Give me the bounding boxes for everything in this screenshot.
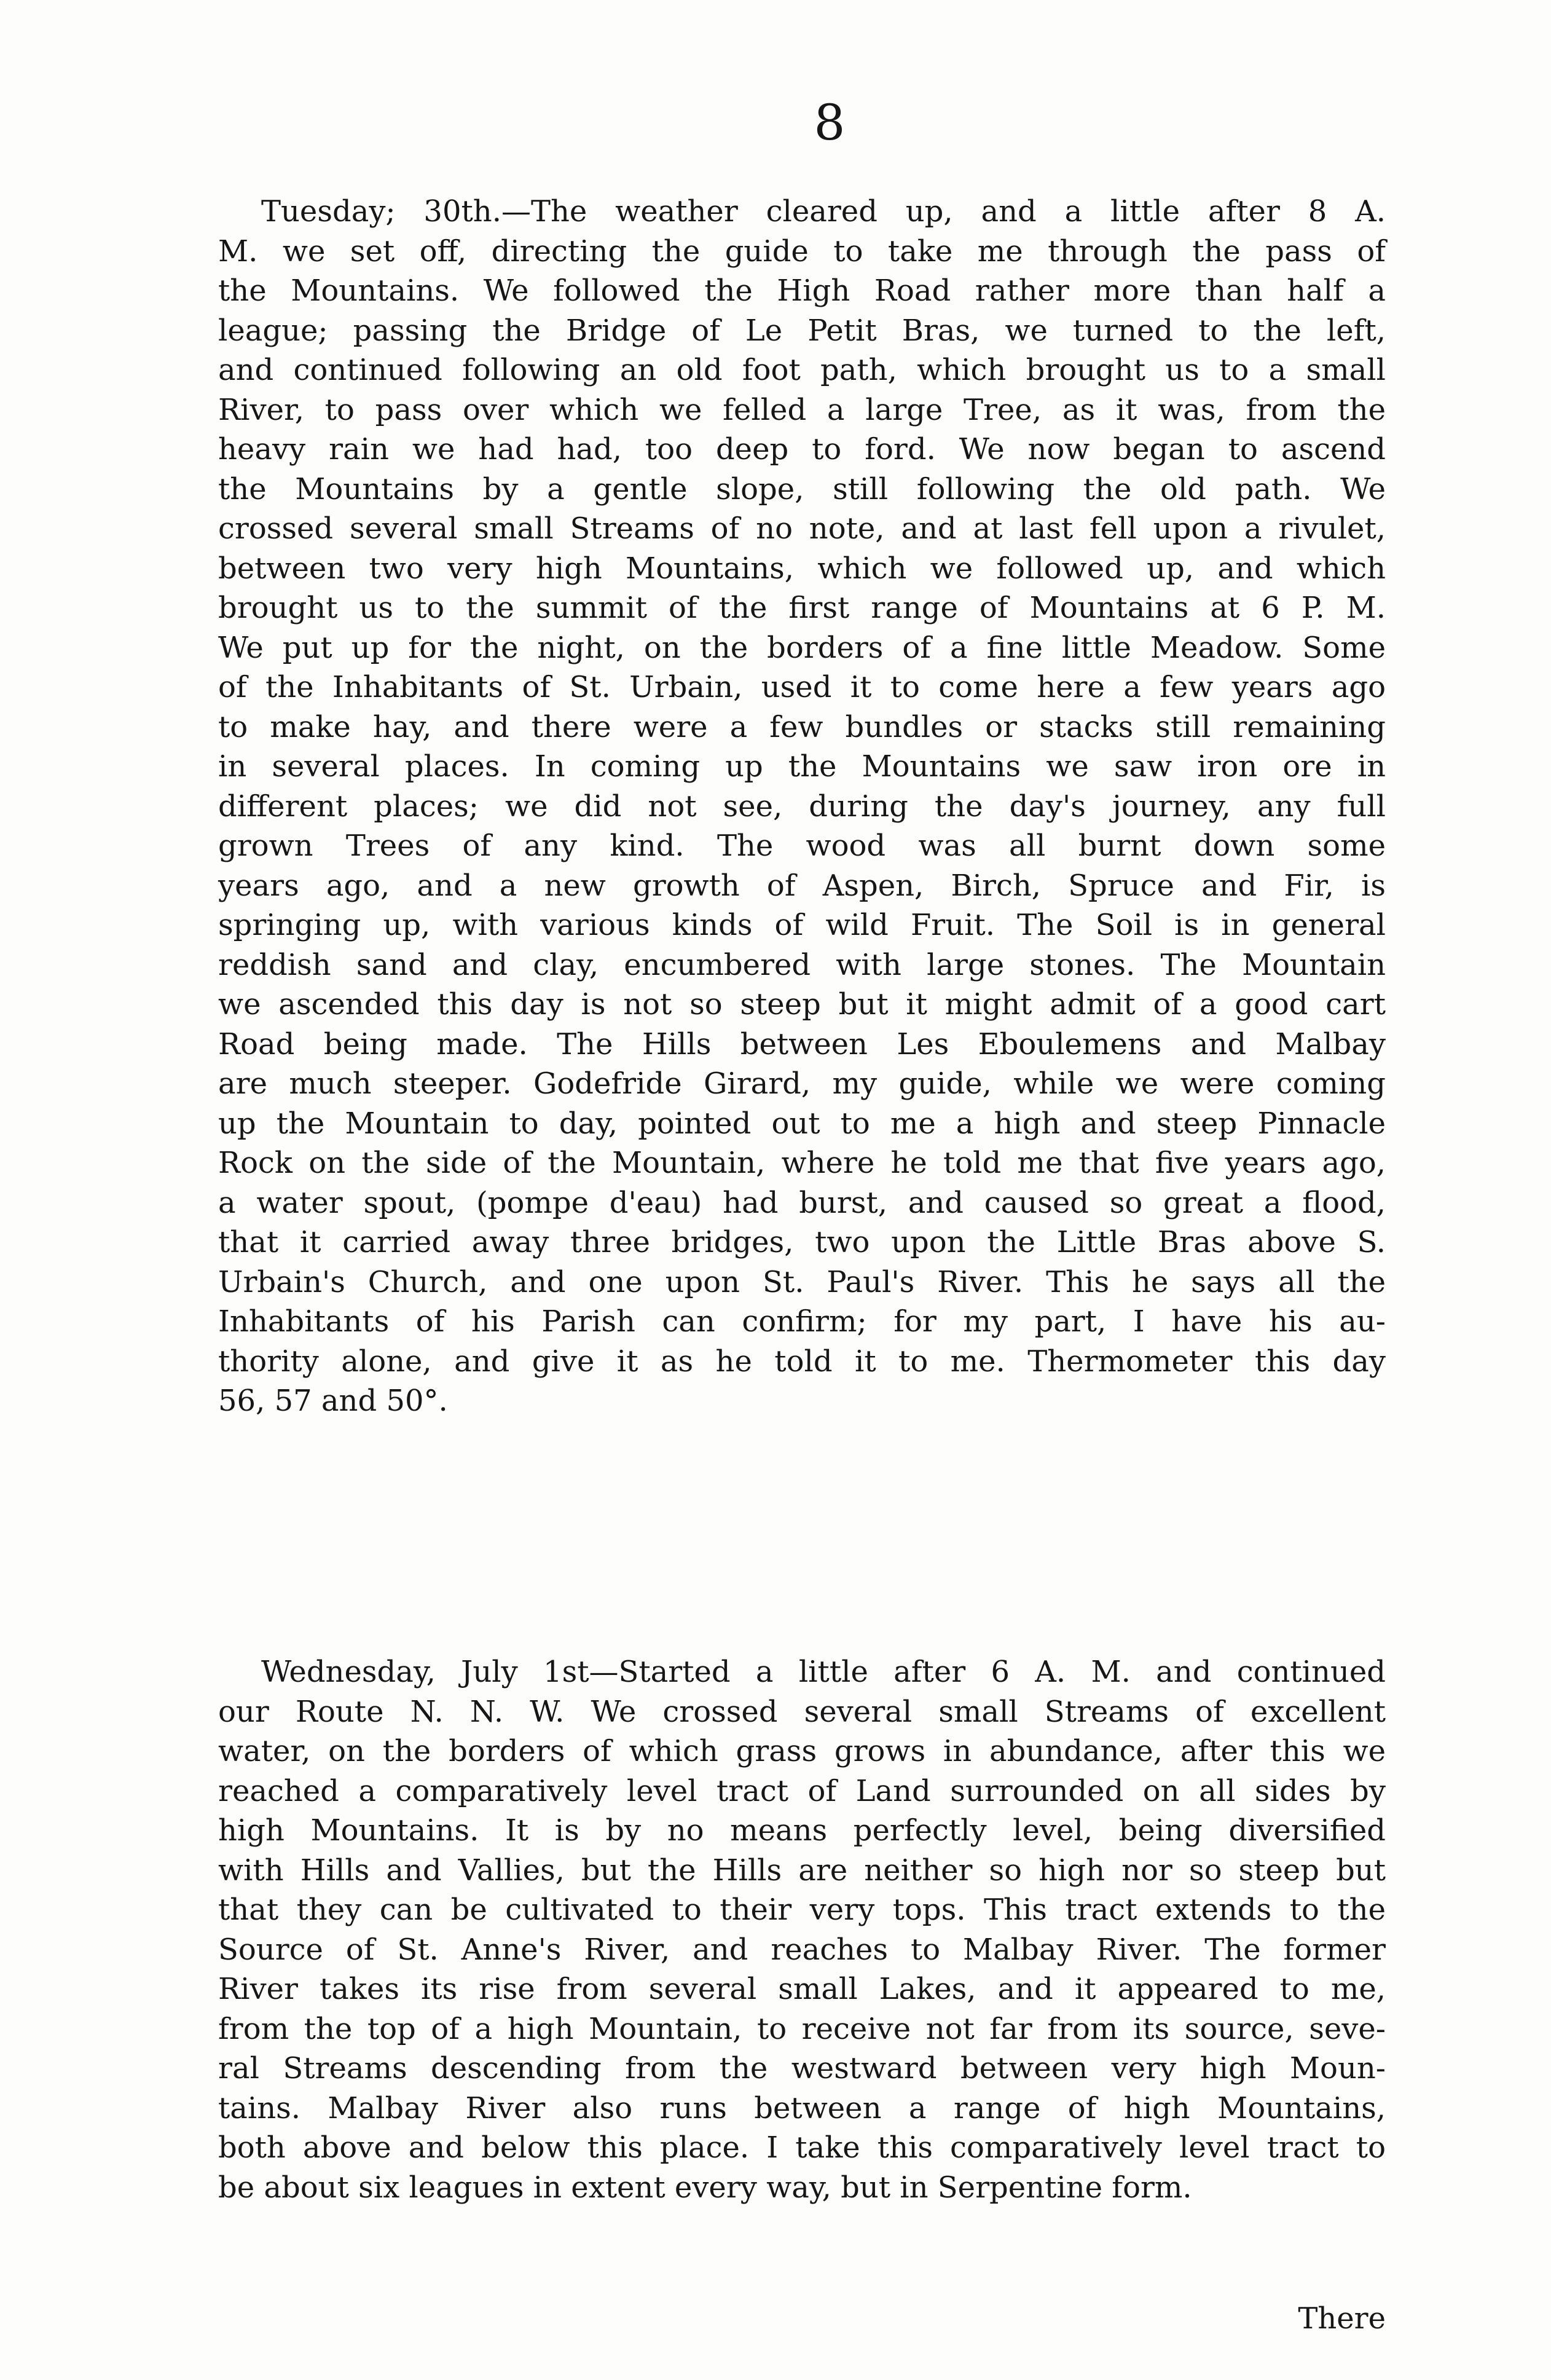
text-line: in several places. In coming up the Mountains we saw iron ore in bbox=[218, 749, 1386, 784]
text-line: league; passing the Bridge of Le Petit Bras, we turned to the left, bbox=[218, 313, 1386, 348]
text-line: our Route N. N. W. We crossed several small Streams of excellent bbox=[218, 1694, 1386, 1729]
text-line: Wednesday, July 1st—Started a little after 6 A. M. and continued bbox=[261, 1655, 1386, 1689]
text-line: and continued following an old foot path, which brought us to a small bbox=[218, 353, 1386, 387]
text-line: grown Trees of any kind. The wood was all burnt down some bbox=[218, 829, 1386, 863]
text-line: the Mountains. We followed the High Road rather more than half a bbox=[218, 274, 1386, 308]
text-line: up the Mountain to day, pointed out to me a high and steep Pinnacle bbox=[218, 1106, 1386, 1141]
text-line: a water spout, (pompe d'eau) had burst, and caused so great a flood, bbox=[218, 1185, 1386, 1220]
text-line: both above and below this place. I take this comparatively level tract to bbox=[218, 2130, 1386, 2165]
text-line: from the top of a high Mountain, to receive not far from its source, seve- bbox=[218, 2011, 1386, 2046]
text-line: be about six leagues in extent every way, but in Serpentine form. bbox=[218, 2170, 1192, 2205]
text-line: the Mountains by a gentle slope, still following the old path. We bbox=[218, 471, 1386, 506]
text-line: Urbain's Church, and one upon St. Paul's River. This he says all the bbox=[218, 1264, 1386, 1299]
text-line: reddish sand and clay, encumbered with large stones. The Mountain bbox=[218, 947, 1386, 982]
text-line: reached a comparatively level tract of Land surrounded on all sides by bbox=[218, 1773, 1386, 1808]
text-line: springing up, with various kinds of wild Fruit. The Soil is in general bbox=[218, 908, 1386, 942]
text-line: different places; we did not see, during the day's journey, any full bbox=[218, 789, 1386, 824]
text-line: thority alone, and give it as he told it to me. Thermometer this day bbox=[218, 1344, 1386, 1379]
text-line: high Mountains. It is by no means perfectly level, being diversified bbox=[218, 1813, 1386, 1848]
text-line: years ago, and a new growth of Aspen, Birch, Spruce and Fir, is bbox=[218, 868, 1386, 903]
text-line: 56, 57 and 50°. bbox=[218, 1384, 448, 1418]
text-line: We put up for the night, on the borders of a fine little Meadow. Some bbox=[218, 630, 1386, 665]
text-line: M. we set off, directing the guide to take me through the pass of bbox=[218, 234, 1386, 269]
text-line: ral Streams descending from the westward between very high Moun- bbox=[218, 2051, 1386, 2086]
text-line: crossed several small Streams of no note, and at last fell upon a rivulet, bbox=[218, 511, 1386, 546]
text-line: tains. Malbay River also runs between a range of high Mountains, bbox=[218, 2090, 1386, 2126]
text-line: heavy rain we had had, too deep to ford. We now began to ascend bbox=[218, 432, 1386, 467]
page-number: 8 bbox=[814, 94, 846, 151]
text-line: we ascended this day is not so steep but it might admit of a good cart bbox=[218, 987, 1386, 1022]
text-line: Road being made. The Hills between Les Eboulemens and Malbay bbox=[218, 1026, 1386, 1062]
catchword: There bbox=[1298, 2301, 1386, 2336]
text-line: Inhabitants of his Parish can confirm; for my part, I have his au- bbox=[218, 1304, 1386, 1339]
text-line: water, on the borders of which grass grows in abundance, after this we bbox=[218, 1734, 1386, 1768]
text-line: to make hay, and there were a few bundles or stacks still remaining bbox=[218, 709, 1386, 744]
text-line: River takes its rise from several small Lakes, and it appeared to me, bbox=[218, 1972, 1386, 2006]
paragraph-wednesday-july-1st bbox=[218, 1652, 1386, 2207]
text-line: that they can be cultivated to their very tops. This tract extends to the bbox=[218, 1893, 1386, 1927]
text-line: brought us to the summit of the first range of Mountains at 6 P. M. bbox=[218, 591, 1386, 625]
text-line: River, to pass over which we felled a large Tree, as it was, from the bbox=[218, 392, 1386, 427]
text-line: Rock on the side of the Mountain, where he told me that five years ago, bbox=[218, 1146, 1386, 1180]
paragraph-tuesday-30th bbox=[218, 192, 1386, 1421]
text-line: with Hills and Vallies, but the Hills are neither so high nor so steep but bbox=[218, 1853, 1386, 1888]
text-line: are much steeper. Godefride Girard, my guide, while we were coming bbox=[218, 1066, 1386, 1101]
text-line: of the Inhabitants of St. Urbain, used it to come here a few years ago bbox=[218, 670, 1386, 704]
text-line: between two very high Mountains, which we followed up, and which bbox=[218, 551, 1386, 586]
text-line: that it carried away three bridges, two upon the Little Bras above S. bbox=[218, 1225, 1386, 1259]
text-line: Source of St. Anne's River, and reaches to Malbay River. The former bbox=[218, 1932, 1386, 1967]
text-line: Tuesday; 30th.—The weather cleared up, and a little after 8 A. bbox=[261, 194, 1386, 229]
